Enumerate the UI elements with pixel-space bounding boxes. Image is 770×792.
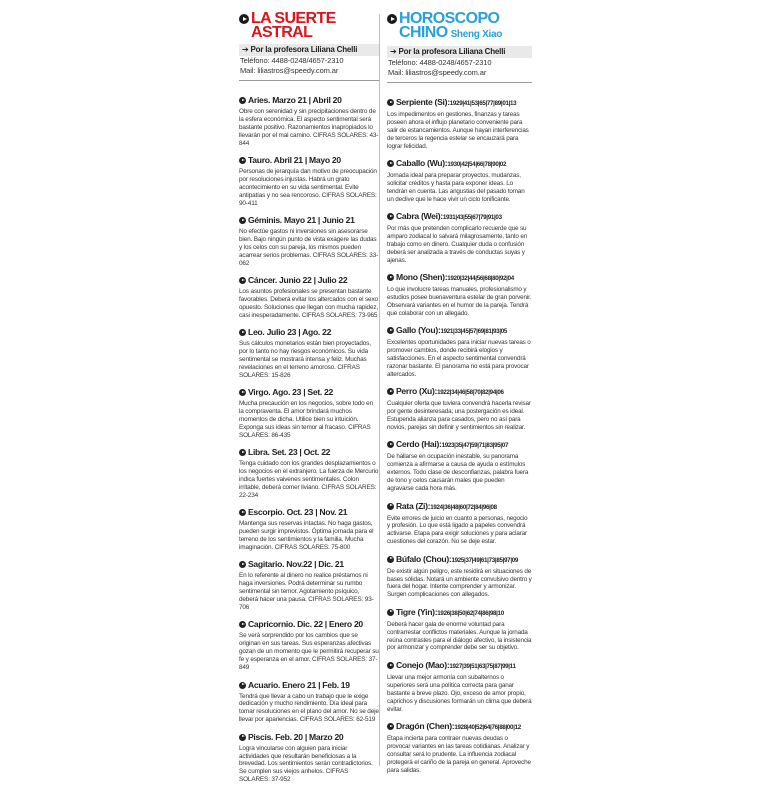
sign-heading [239, 680, 379, 691]
sign-dates: Ago. 23 | Set. 22 [272, 387, 334, 398]
arrow-right-icon: ➔ [390, 47, 397, 56]
play-bullet-icon [387, 388, 394, 395]
sign-dates: Junio 22 | Julio 22 [279, 275, 348, 286]
sign-heading [387, 660, 532, 672]
sign-name: Gallo (You): [396, 325, 441, 336]
sign-text: Tenga cuidado con los grandes desplazamientos o los negocios en el extranjero. La fuerza de Mercurio indica fuertes vaivenes sentimentales. Colon irritable, deberá comer liviano. CIFRAS SOLARES: 22-234 [239, 460, 379, 499]
sign-heading [239, 95, 379, 106]
sign-text: Sus cálculos monetarios están bien proyectados, por lo tanto no hay riesgos económicos. Su vida sentimental se mostrará intensa y feliz. Muchas revelaciones en el terreno amoroso. CIFRAS SOLARES: 15-826 [239, 340, 371, 379]
sign-name: Tigre (Yin): [396, 606, 438, 617]
list-item [239, 155, 379, 208]
sign-name: Leo. [248, 327, 265, 338]
sign-name: Acuario. [248, 679, 280, 690]
sign-text: Excelentes oportunidades para iniciar nuevas tareas o promover cambios, donde recibirá elogios y satisfacciones. En el aspecto sentimental convendrá razonar bastante. El panorama no está para provocar altercados. [387, 339, 531, 378]
sign-text: Mantenga sus reservas intactas. No haga gastos, pueden surgir imprevistos. Óptima jornada para el terreno de los sentimientos y la familia. Mucha imaginación. CIFRAS SOLARES: 75-800 [239, 520, 374, 552]
list-item [387, 660, 532, 714]
sign-text: Los asuntos profesionales se presentan bastante favorables. Deberá evitar los altercados con el sexo opuesto. Soluciones que llegan con mucha rapidez, casi inesperadamente. CIFRAS SOLARES: 73-965 [239, 288, 379, 319]
sign-heading [387, 439, 532, 451]
sign-years: 1922|34|46|58|70|82|94|06 [437, 389, 504, 397]
play-bullet-icon [239, 329, 246, 336]
sign-text: No efectúe gastos ni inversiones sin asesorarse bien. Bajo ningún punto de vista exagere las dudas y los celos con su pareja, los mismos pueden acarrear serios problemas. CIFRAS SOLARES: 33-062 [239, 228, 379, 267]
sign-name: Cerdo (Hai): [396, 439, 442, 450]
list-item [387, 97, 532, 151]
play-bullet-icon [239, 217, 246, 224]
list-item [387, 439, 532, 493]
play-bullet-icon [239, 14, 249, 24]
play-bullet-icon [387, 14, 397, 24]
chinese-column [387, 12, 532, 782]
play-bullet-icon [387, 160, 394, 167]
sign-heading [387, 501, 532, 513]
sign-heading [239, 507, 379, 518]
column-divider [379, 14, 380, 766]
sign-text: Personas de jerarquía dan motivo de preocupación por resoluciones injustas. Habrá un grato acontecimiento en su vida sentimental. Evite antipatías y no sea rencoroso. CIFRAS SOLARES: 90-411 [239, 168, 377, 207]
play-bullet-icon [239, 449, 246, 456]
sign-heading [387, 158, 532, 170]
play-bullet-icon [239, 561, 246, 568]
play-bullet-icon [387, 274, 394, 281]
sign-years: 1931|43|55|67|79|91|03 [442, 214, 502, 222]
play-bullet-icon [387, 723, 394, 730]
sign-dates: Oct. 23 | Nov. 21 [286, 507, 348, 518]
play-bullet-icon [239, 277, 246, 284]
sign-text: Jornada ideal para preparar proyectos, mudanzas, solicitar créditos y hasta para exponer ideas. Lo tendrán en cuenta. Las angustias del pasado toman un declive que le hace vivir un ciclo tonificante. [387, 172, 525, 203]
sign-dates: Mayo 21 | Junio 21 [284, 215, 355, 226]
list-item [387, 158, 532, 204]
sign-dates: Marzo 21 | Abril 20 [272, 95, 342, 105]
sign-heading [239, 215, 379, 226]
chinese-header [387, 12, 532, 42]
sign-name: Tauro. [248, 155, 272, 166]
astral-sign-list [239, 95, 379, 784]
play-bullet-icon [239, 389, 246, 396]
chinese-title-line2-wrap [399, 26, 532, 42]
arrow-right-icon: ➔ [242, 45, 249, 54]
sign-text: Los impedimentos en gestiones, finanzas y tareas poseen ahora el influjo planetario conveniente para salir de estancamientos. Aunque hayan interferencias de terceros la regencia estelar se encauzará para lograr felicidad. [387, 111, 529, 150]
list-item [239, 680, 379, 725]
sign-years: 1925|37|49|61|73|85|97|09 [451, 556, 519, 564]
astral-mail: Mail: liliastros@speedy.com.ar [240, 65, 339, 75]
astral-byline [239, 44, 379, 56]
sign-dates: Feb. 20 | Marzo 20 [275, 731, 344, 742]
sign-text: Mucha precaución en los negocios, sobre todo en la compraventa. El amor brindará muchos momentos de dicha. Utilice bien su intuición. Exponga sus ideas sin temor al fracaso. CIFRAS SOLARES: 86-435 [239, 400, 373, 439]
sign-name: Conejo (Mao): [396, 659, 450, 670]
sign-name: Cabra (Wei): [396, 211, 443, 222]
astral-divider [239, 80, 379, 81]
list-item [387, 272, 532, 318]
sign-text: Tendrá que llevar a cabo un trabajo que le exige dedicación y mucho rendimiento. Día ideal para tomar resoluciones en el plano del amor. No se deje llevar por apariencias. CIFRAS SOLARES: 62-519 [239, 692, 379, 724]
list-item [239, 619, 379, 672]
sign-text: Obre con serenidad y sin precipitaciones dentro de la esfera económica. El aspecto sentimental será bastante positivo. Razonamientos inapropiados lo llevarán por el mal camino. CIFRAS SOLARES: 43-844 [239, 108, 379, 147]
play-bullet-icon [387, 556, 394, 563]
play-bullet-icon [387, 503, 394, 510]
sign-dates: Dic. 22 | Enero 20 [297, 619, 363, 630]
list-item [387, 554, 532, 600]
play-bullet-icon [387, 327, 394, 334]
sign-heading [239, 387, 379, 398]
astral-title-line2: ASTRAL [251, 24, 313, 41]
list-item [387, 325, 532, 379]
sign-name: Serpiente (Si): [396, 97, 450, 107]
sign-text: Se verá sorprendido por los cambios que se originan en sus tareas. Sus esperanzas afectivas gozan de un momento que le permitirá recuperar su fe y esperanza en el amor. CIFRAS SOLARES: 37-849 [239, 632, 379, 672]
play-bullet-icon [239, 682, 246, 689]
sign-heading [387, 554, 532, 566]
sign-name: Piscis. [248, 731, 274, 742]
sign-dates: Enero 21 | Feb. 19 [282, 679, 350, 690]
sign-heading [239, 732, 379, 743]
sign-heading [387, 325, 532, 337]
astral-column [239, 12, 379, 792]
sign-heading [239, 619, 379, 630]
sign-dates: Julio 23 | Ago. 22 [266, 327, 332, 338]
sign-name: Aries. [248, 95, 271, 105]
list-item [239, 559, 379, 612]
list-item [239, 327, 379, 380]
sign-years: 1924|36|48|60|72|84|96|08 [430, 503, 497, 511]
sign-name: Búfalo (Chou): [396, 553, 452, 564]
sign-name: Mono (Shen): [396, 272, 448, 283]
list-item [239, 507, 379, 552]
sign-name: Virgo. [248, 387, 271, 398]
chinese-byline-text: Por la profesora Liliana Chelli [398, 47, 506, 56]
sign-text: De existir algún peligro, este residirá en situaciones de bases sólidas. Notará un ambiente convulsivo dentro y fuera del hogar. Intente comprender y armonizar. Surgen complicaciones con allegados. [387, 567, 532, 599]
chinese-sign-list [387, 97, 532, 774]
chinese-title-line1: HOROSCOPO [399, 10, 500, 27]
sign-heading [387, 607, 532, 619]
sign-years: 1929|41|53|65|77|89|01|13 [449, 100, 517, 107]
astral-title-line1: LA SUERTE [251, 10, 336, 27]
sign-text: Lo que involucre tareas manuales, profesionalismo y estudios posee buenaventura estelar de gran porvenir. Observará variantes en el humor de la pareja. Tendrá que colaborar con un allegado. [387, 286, 532, 317]
sign-heading [239, 447, 379, 458]
sign-dates: Set. 23 | Oct. 22 [271, 447, 331, 458]
list-item [387, 721, 532, 775]
sign-heading [387, 211, 532, 223]
chinese-title-line2: CHINO [399, 24, 448, 41]
sign-name: Dragón (Chen): [396, 720, 455, 731]
sign-heading [239, 155, 379, 166]
sign-name: Cáncer. [248, 275, 277, 286]
list-item [239, 387, 379, 440]
sign-name: Géminis. [248, 215, 282, 226]
play-bullet-icon [387, 662, 394, 669]
sign-years: 1920|32|44|56|68|80|92|04 [447, 275, 514, 283]
sign-years: 1926|38|50|62|74|86|98|10 [437, 609, 504, 617]
sign-heading [387, 721, 532, 733]
list-item [387, 607, 532, 653]
play-bullet-icon [387, 441, 394, 448]
sign-name: Libra. [248, 447, 270, 458]
chinese-byline [387, 46, 532, 58]
sign-heading [239, 327, 379, 338]
list-item [239, 95, 379, 148]
astral-byline-text: Por la profesora Liliana Chelli [250, 45, 358, 54]
sign-name: Sagitario. [248, 559, 285, 570]
list-item [239, 447, 379, 500]
play-bullet-icon [239, 157, 246, 164]
sign-text: En lo referente al dinero no realice préstamos ni haga inversiones. Podrá determinar su rumbo sentimental sin temor. Agotamiento psíquico, deberá hacer una pausa. CIFRAS SOLARES: 93-706 [239, 572, 374, 612]
sign-heading [387, 386, 532, 398]
play-bullet-icon [387, 609, 394, 616]
sign-years: 1921|33|45|57|69|81|93|05 [440, 328, 508, 336]
chinese-mail: Mail: liliastros@speedy.com.ar [388, 67, 487, 77]
sign-dates: Nov.22 | Dic. 21 [286, 559, 344, 570]
list-item [387, 501, 532, 547]
sign-text: Cualquier oferta que tuviera convendrá hacerla revisar por gente desinteresada; una postergación es ideal. Estupenda alianza para casados, pero no así para novios, parejas sin definir y sentimientos sin realizar. [387, 400, 531, 432]
list-item [239, 215, 379, 268]
sign-heading [387, 97, 532, 109]
list-item [387, 211, 532, 265]
sign-name: Perro (Xu): [396, 386, 438, 397]
play-bullet-icon [239, 734, 246, 741]
astral-header [239, 12, 379, 40]
play-bullet-icon [387, 213, 394, 220]
list-item [239, 732, 379, 785]
sign-heading [387, 272, 532, 284]
sign-years: 1927|39|51|63|75|87|99|11 [449, 662, 516, 670]
chinese-phone: Teléfono: 4488-0248/4657-2310 [388, 58, 492, 67]
sign-heading [239, 275, 379, 286]
sign-name: Escorpio. [248, 507, 285, 518]
sign-name: Rata (Zi): [396, 500, 431, 511]
play-bullet-icon [239, 509, 246, 516]
sign-years: 1930|42|54|66|78|90|02 [447, 161, 507, 169]
sign-heading [239, 559, 379, 570]
list-item [387, 386, 532, 432]
sign-name: Caballo (Wu): [396, 158, 448, 169]
list-item [239, 275, 379, 320]
play-bullet-icon [239, 97, 246, 104]
chinese-divider [387, 82, 532, 83]
sign-text: Etapa incierta para contraer nuevas deudas o provocar variantes en las tareas cotidianas. Analizar y consultar será lo prudente. La influencia zodiacal protegerá el cariño de la pareja en general. Aproveche para salidas. [387, 734, 531, 774]
sign-text: Llevar una mejor armonía con subalternos o superiores será una política correcta para ganar bastante a breve plazo. Ojo, exceso de amor propio, caprichos y discusiones formarán un clima que deberá evitar. [387, 673, 532, 713]
play-bullet-icon [387, 99, 394, 106]
chinese-subtitle: Sheng Xiao [450, 29, 503, 40]
sign-years: 1923|35|47|59|71|83|95|07 [441, 442, 509, 450]
sign-text: De hallarse en ocupación inestable, su panorama comienza a afirmarse a causa de ayuda o estímulos externos. Todo clase de desconfianzas, palabra fuera de tono y celos causarán males que pueden agravarse cada hora más. [387, 453, 529, 493]
astral-phone: Teléfono: 4488-0248/4657-2310 [240, 56, 344, 65]
sign-years: 1928|40|52|64|76|88|00|12 [454, 723, 521, 731]
sign-name: Capricornio. [248, 619, 296, 630]
sign-text: Logra vincularse con alguien para iniciar actividades que resultarán beneficiosas a la brevedad. Los sentimientos serán contradictorios. Se cumplen sus viejos anhelos. CIFRAS SOLARES: 37-952 [239, 744, 373, 784]
play-bullet-icon [239, 621, 246, 628]
sign-dates: Abril 21 | Mayo 20 [273, 155, 341, 166]
sign-text: Evite errores de juicio en cuanto a personas, negocio y profesión. Lo que está ligado a papeles convendrá activarse. Etapa para exigir soluciones y para aclarar cuestiones del corazón. No se deje estar. [387, 514, 528, 546]
sign-text: Por más que pretenden complicarlo recuerde que su amparo zodiacal lo salvará milagrosamente, tanto en trabajo como en dinero. Cualquier duda o confusión deberá ser analizada a través de conductas suyas y ajenas. [387, 225, 528, 264]
sign-text: Deberá hacer gala de enorme voluntad para contrarrestar conflictos materiales. Aunque la jornada reúna contrastes para el diálogo afectivo, la insistencia por armonizar y comprender debe ser su objetivo. [387, 620, 532, 652]
